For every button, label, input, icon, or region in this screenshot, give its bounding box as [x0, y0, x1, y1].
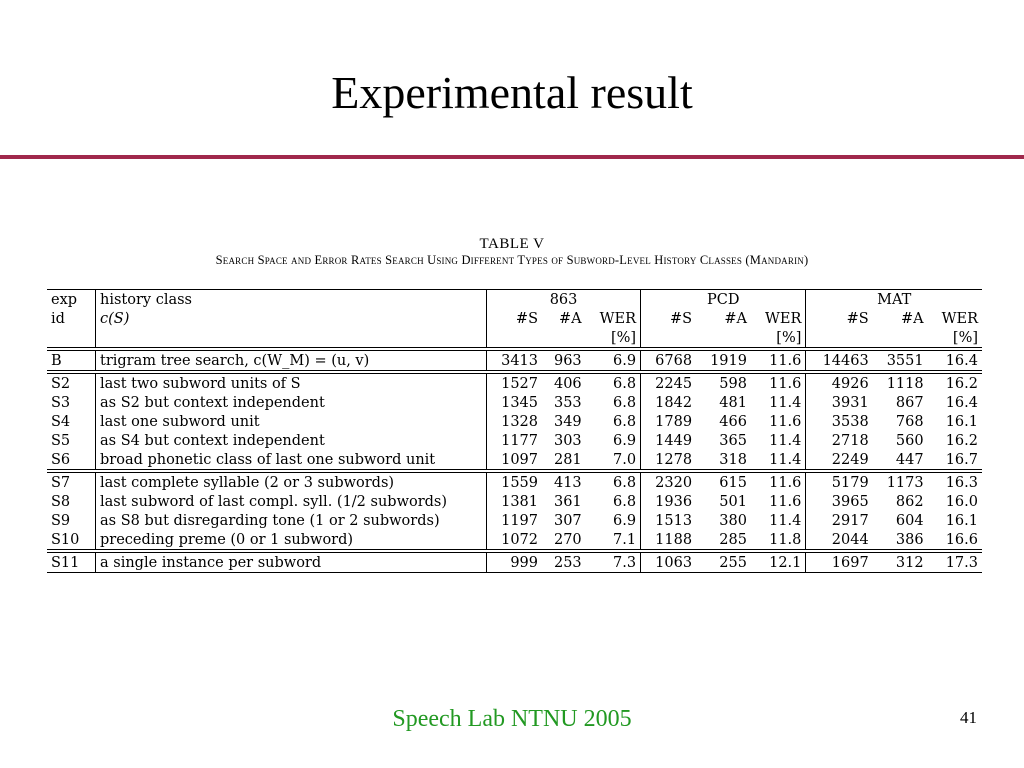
table-row — [47, 551, 982, 573]
exp-id: S2 — [47, 372, 96, 393]
value-wer-863: 6.8 — [586, 372, 641, 393]
value-s-863: 3413 — [487, 349, 543, 372]
value-s-863: 1097 — [487, 450, 543, 471]
table-header-row-2 — [47, 309, 982, 328]
header-s: #S — [669, 310, 693, 327]
table-row — [47, 412, 982, 431]
value-a-pcd: 466 — [719, 413, 747, 430]
history-class-desc: as S4 but context independent — [96, 431, 487, 450]
value-s-mat: 2249 — [806, 450, 873, 471]
value-a-pcd: 615 — [696, 471, 751, 492]
value-wer-mat: 16.1 — [945, 512, 978, 529]
value-wer-863: 6.9 — [586, 431, 641, 450]
table-row — [47, 471, 982, 492]
history-class-desc: last one subword unit — [96, 412, 487, 431]
history-class-desc: trigram tree search, c(W_M) = (u, v) — [96, 349, 487, 372]
history-class-desc: last two subword units of S — [96, 372, 487, 393]
value-s-mat: 2718 — [831, 432, 869, 449]
value-s-863: 1345 — [501, 394, 539, 411]
value-wer-pcd: 12.1 — [751, 551, 806, 573]
header-group-mat: MAT — [806, 290, 982, 310]
value-s-863: 1527 — [487, 372, 543, 393]
value-wer-863: 6.9 — [586, 349, 641, 372]
footer-text: Speech Lab NTNU 2005 — [392, 706, 632, 732]
title-divider — [0, 155, 1024, 159]
value-a-863: 349 — [553, 413, 582, 430]
header-exp: exp — [47, 290, 96, 310]
value-wer-863: 6.8 — [586, 412, 641, 431]
table-number: TABLE V — [479, 236, 545, 252]
value-a-863: 361 — [553, 493, 582, 510]
value-s-863: 999 — [487, 551, 543, 573]
history-class-desc: as S8 but disregarding tone (1 or 2 subwords) — [96, 511, 487, 530]
table-row — [47, 530, 982, 551]
value-a-mat: 312 — [873, 551, 928, 573]
value-wer-mat: 16.2 — [945, 432, 978, 449]
value-a-863: 963 — [542, 349, 586, 372]
value-wer-mat: 16.7 — [928, 450, 982, 471]
exp-id: S9 — [47, 511, 96, 530]
value-a-mat: 447 — [873, 450, 928, 471]
table-row — [47, 492, 982, 511]
header-a: #A — [724, 310, 747, 327]
value-a-pcd: 481 — [719, 394, 747, 411]
value-s-mat: 3965 — [831, 493, 869, 510]
table-title: Search Space and Error Rates Search Using Different Types of Subword-Level History Classes (Mandarin) — [215, 253, 809, 267]
value-s-mat: 14463 — [806, 349, 873, 372]
value-wer-863: 7.3 — [586, 551, 641, 573]
value-s-863: 1381 — [501, 493, 539, 510]
table-row — [47, 393, 982, 412]
value-wer-pcd: 11.4 — [751, 431, 806, 450]
value-a-863: 303 — [553, 432, 582, 449]
value-s-pcd: 2245 — [641, 372, 697, 393]
value-wer-pcd: 11.6 — [751, 349, 806, 372]
value-a-863: 413 — [542, 471, 586, 492]
value-s-863: 1559 — [487, 471, 543, 492]
value-wer-pcd: 11.4 — [751, 450, 806, 471]
value-s-pcd: 1513 — [655, 512, 693, 529]
history-class-desc: a single instance per subword — [96, 551, 487, 573]
value-wer-mat: 16.2 — [928, 372, 982, 393]
value-wer-863: 6.8 — [586, 471, 641, 492]
header-a: #A — [900, 310, 924, 327]
header-s: #S — [515, 310, 539, 327]
value-wer-pcd: 11.4 — [751, 511, 806, 530]
value-a-pcd: 598 — [696, 372, 751, 393]
header-wer: WER — [941, 310, 978, 327]
value-a-863: 270 — [542, 530, 586, 551]
value-s-863: 1328 — [501, 413, 539, 430]
value-s-mat: 2917 — [831, 512, 869, 529]
value-a-mat: 768 — [895, 413, 924, 430]
value-wer-mat: 16.4 — [928, 349, 982, 372]
value-s-863: 1072 — [487, 530, 543, 551]
header-s: #S — [846, 310, 869, 327]
value-s-mat: 3931 — [831, 394, 869, 411]
value-wer-pcd: 11.6 — [751, 412, 806, 431]
value-a-pcd: 1919 — [696, 349, 751, 372]
value-s-pcd: 2320 — [641, 471, 697, 492]
value-a-pcd: 285 — [696, 530, 751, 551]
value-wer-mat: 16.1 — [945, 413, 978, 430]
exp-id: S8 — [47, 492, 96, 511]
value-wer-mat: 16.6 — [928, 530, 982, 551]
history-class-desc: preceding preme (0 or 1 subword) — [96, 530, 487, 551]
value-a-pcd: 255 — [696, 551, 751, 573]
exp-id: S10 — [47, 530, 96, 551]
value-s-mat: 5179 — [806, 471, 873, 492]
header-group-pcd: PCD — [641, 290, 806, 310]
value-wer-mat: 17.3 — [928, 551, 982, 573]
header-class-symbol: c(S) — [96, 309, 487, 328]
history-class-desc: last complete syllable (2 or 3 subwords) — [96, 471, 487, 492]
history-class-desc: last subword of last compl. syll. (1/2 subwords) — [96, 492, 487, 511]
header-wer-unit: [%] — [751, 328, 806, 349]
value-a-863: 406 — [542, 372, 586, 393]
value-wer-863: 7.0 — [586, 450, 641, 471]
value-a-mat: 560 — [895, 432, 924, 449]
header-wer-unit: [%] — [928, 328, 982, 349]
header-wer: WER — [586, 309, 641, 328]
value-a-mat: 1118 — [873, 372, 928, 393]
value-a-mat: 604 — [895, 512, 924, 529]
header-history-class: history class — [96, 290, 487, 310]
value-s-pcd: 1936 — [655, 493, 693, 510]
value-s-pcd: 1278 — [641, 450, 697, 471]
value-wer-pcd: 11.8 — [751, 530, 806, 551]
value-a-mat: 1173 — [873, 471, 928, 492]
history-class-desc: as S2 but context independent — [96, 393, 487, 412]
value-wer-mat: 16.0 — [945, 493, 978, 510]
exp-id: B — [47, 349, 96, 372]
value-a-863: 353 — [553, 394, 582, 411]
exp-id: S5 — [47, 431, 96, 450]
value-a-863: 281 — [542, 450, 586, 471]
header-wer-unit: [%] — [586, 328, 641, 349]
exp-id: S4 — [47, 412, 96, 431]
value-wer-mat: 16.3 — [928, 471, 982, 492]
history-class-desc: broad phonetic class of last one subword unit — [96, 450, 487, 471]
value-wer-pcd: 11.6 — [751, 492, 806, 511]
value-wer-863: 6.8 — [586, 492, 641, 511]
results-table — [47, 289, 982, 573]
table-row — [47, 349, 982, 372]
value-s-pcd: 1449 — [655, 432, 693, 449]
table-row — [47, 511, 982, 530]
value-a-pcd: 318 — [696, 450, 751, 471]
value-a-mat: 867 — [895, 394, 924, 411]
exp-id: S11 — [47, 551, 96, 573]
table-header-row-1 — [47, 290, 982, 310]
value-a-pcd: 365 — [719, 432, 747, 449]
value-s-mat: 2044 — [806, 530, 873, 551]
value-s-pcd: 1063 — [641, 551, 697, 573]
value-wer-mat: 16.4 — [945, 394, 978, 411]
value-a-mat: 386 — [873, 530, 928, 551]
slide-title: Experimental result — [331, 67, 693, 118]
value-wer-863: 6.9 — [586, 511, 641, 530]
exp-id: S7 — [47, 471, 96, 492]
table-row — [47, 450, 982, 471]
table-caption — [0, 236, 1024, 268]
value-s-863: 1197 — [501, 512, 539, 529]
value-wer-pcd: 11.4 — [751, 393, 806, 412]
value-s-mat: 4926 — [806, 372, 873, 393]
value-s-863: 1177 — [501, 432, 539, 449]
value-wer-863: 6.8 — [586, 393, 641, 412]
value-a-mat: 862 — [895, 493, 924, 510]
value-a-863: 307 — [553, 512, 582, 529]
header-group-863: 863 — [487, 290, 641, 310]
header-a: #A — [559, 310, 582, 327]
table-row — [47, 372, 982, 393]
value-wer-pcd: 11.6 — [751, 372, 806, 393]
value-a-pcd: 380 — [719, 512, 747, 529]
table-header-row-3 — [47, 328, 982, 349]
value-a-mat: 3551 — [873, 349, 928, 372]
value-s-pcd: 1842 — [655, 394, 693, 411]
page-number: 41 — [960, 708, 977, 727]
value-s-mat: 3538 — [831, 413, 869, 430]
value-a-pcd: 501 — [719, 493, 747, 510]
table-row — [47, 431, 982, 450]
value-a-863: 253 — [542, 551, 586, 573]
value-s-mat: 1697 — [806, 551, 873, 573]
value-s-pcd: 1188 — [641, 530, 697, 551]
value-wer-863: 7.1 — [586, 530, 641, 551]
exp-id: S6 — [47, 450, 96, 471]
value-s-pcd: 6768 — [641, 349, 697, 372]
exp-id: S3 — [47, 393, 96, 412]
header-id: id — [47, 309, 96, 328]
header-wer: WER — [751, 309, 806, 328]
value-wer-pcd: 11.6 — [751, 471, 806, 492]
value-s-pcd: 1789 — [655, 413, 693, 430]
